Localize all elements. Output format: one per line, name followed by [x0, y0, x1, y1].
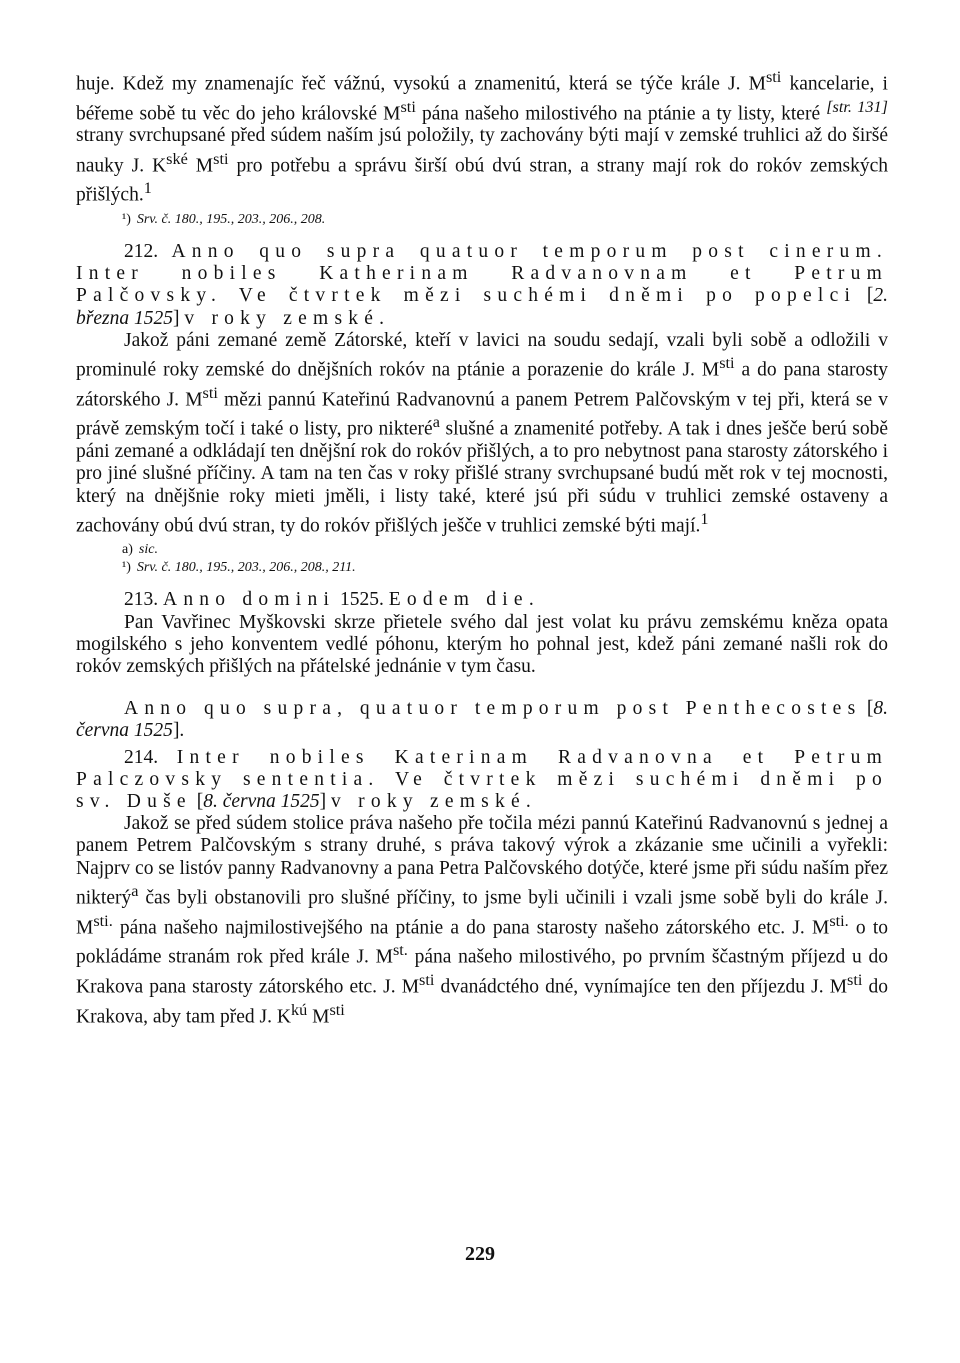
entry-214-text: Jakož se před súdem stolice práva našeho pře točila mézi pannú Kateřinú Radvanovnú s jednej a panem Petrem Palčovským s strany druhé, s práva takový výrok a zkázanie sme učinili a vyřekli: Najprv co se listóv panny Radvanovny a pana Petra Palčovského dotýče, které jsme při súdu naším přez nikterý$^a$ čas byli obstanovili pro slušné příčiny, to jsme byli učinili i vzali jsme sobě byli do krále J. $M^{sti.}$ pána našeho najmilostivejšého na ptánie a do pana starosty našeho zátorského etc. J. $M^{sti.}$ o to pokládáme stranám rok před krále J. $M^{st.}$ pána našeho milostivého, po prvním ščastným příjezd u do Krakova pana starosty zátorského etc. J. $M^{sti}$ dvanádctého dné, vynímajíce ten den příjezdu J. $M^{sti}$ do Krakova, aby tam před J. $K^{kú}$ $M^{sti}$: [76, 813, 889, 1028]
entry-212-heading: 212. Anno quo supra quatuor temporum post cinerum. Inter nobiles Katherinam Radvanovnam et Petrum Palčovsky. Ve čtvrtek mězi suchémi dněmi po popelci [2. března 1525] v roky zemské.: [76, 241, 889, 329]
entry-214-heading: 214. Inter nobiles Katerinam Radvanovna et Petrum Palczovsky sententia. Ve čtvrtek mězi suchémi dněmi po sv. Duše [8. června 1525] v roky zemské.: [76, 746, 888, 813]
date-heading: Anno quo supra, quatuor temporum post Penthecostes [8. června 1525].: [76, 698, 888, 742]
footnote-a: a) sic.: [122, 542, 158, 558]
page-number: 229: [465, 1243, 495, 1265]
entry-212-text: Jakož páni zemané země Zátorské, kteří v lavici na soudu sedají, vzali byli sobě a odložili v prominulé roky zemské do dnějšních rokóv na ptánie a porazenie do krále J. $M^{sti}$ a do pana starosty zátorského J. $M^{sti}$ mězi pannú Kateřinú Radvanovnú a panem Petrem Palčovským v tej při, která se v právě zemským točí i také o listy, pro nikteré$^a$ slušné a znamenité potřeby. A tak i dnes ješče berú sobě páni zemané a odkládají ten dnějšní rok do rokóv přišlých, a to pro nebytnost pana starosty zátorského i pro jiné slušné příčiny. A tam na ten čas v roky přišlé strany svrchupsané budú mět rok v tej mocnosti, který na dnějšnie roky mieti jměli, i listy také, které jsú při súdu v truhlici zemské ostaveny a zachovány obú dvú stran, ty do rokóv přišlých ješče v truhlici zemské býti mají.$^1$: [76, 329, 889, 537]
entry-213-heading: 213. Anno domini 1525. Eodem die.: [124, 589, 540, 611]
entry-213-text: Pan Vavřinec Myškovski skrze přietele svého dal jest volat ku právu zemskému kněza opata mogilského s jeho konventem vedlé póhonu, kterým ho pohnal jest, kdež páni zemané našli rok do rokóv zemských přišlých na přátelské jednánie v tym času.: [76, 611, 888, 678]
footnote-1: ¹) Srv. č. 180., 195., 203., 206., 208.: [122, 212, 326, 228]
page-content: [76, 66, 888, 1028]
paragraph-continuation: huje. Kdež my znamenajíc řeč vážnú, vysokú a znamenitú, která se týče krále J. $M^{sti}$ kancelarie, i béřeme sobě tu věc do jeho královské $M^{sti}$ pána našeho milostivého na ptánie a ty listy, které [str. 131] strany svrchupsané před súdem naším jsú položily, ty zachovány býti mají v zemské truhlici až do širšé nauky J. $K^{ské}$ $M^{sti}$ pro potřebu a správu širší obú dvú stran, a strany mají rok do rokóv zemských přišlých.$^1$: [76, 68, 888, 206]
footnote-2: ¹) Srv. č. 180., 195., 203., 206., 208., 211.: [122, 560, 356, 576]
